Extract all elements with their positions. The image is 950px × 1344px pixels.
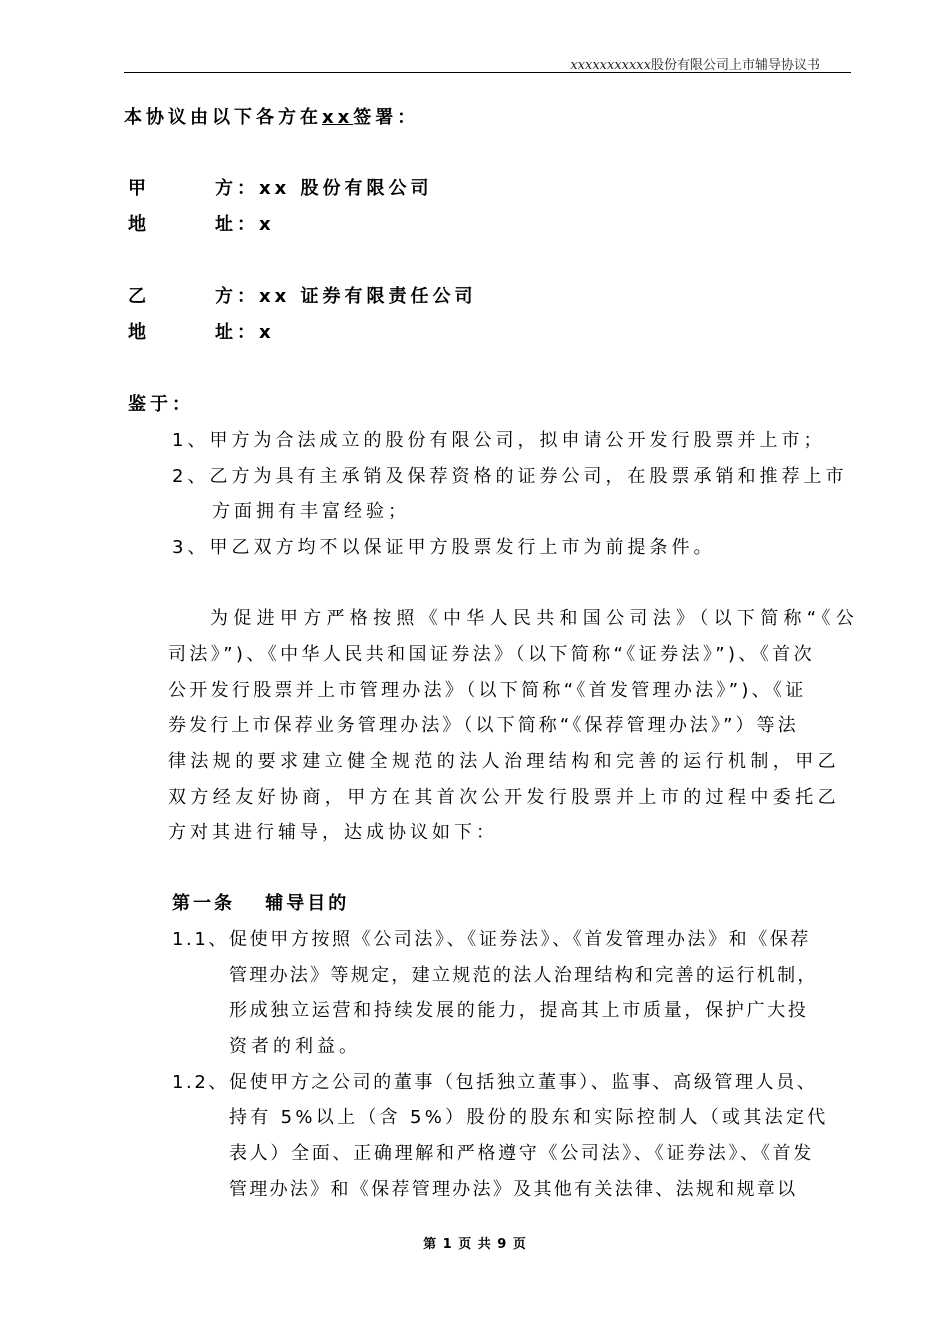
- party-a-addr-label-2: 址：: [215, 214, 259, 235]
- header-rule: [124, 72, 851, 73]
- whereas-item: 方面拥有丰富经验；: [212, 501, 410, 522]
- clause-1-1-line: 1.1、促使甲方按照《公司法》、《证券法》、《首发管理办法》和《保荐: [172, 929, 812, 950]
- party-a-label-2: 方：: [215, 178, 259, 199]
- whereas-item: 1、甲方为合法成立的股份有限公司，拟申请公开发行股票并上市；: [172, 430, 826, 451]
- page-number: 第 1 页 共 9 页: [423, 1237, 527, 1252]
- preamble-line: 方对其进行辅导，达成协议如下：: [168, 822, 498, 843]
- preamble-line: 律法规的要求建立健全规范的法人治理结构和完善的运行机制，甲乙: [168, 751, 840, 772]
- party-a-name-row: [128, 174, 150, 200]
- party-b-addr-label-2: 址：: [215, 322, 259, 343]
- whereas-item: 2、乙方为具有主承销及保荐资格的证券公司，在股票承销和推荐上市: [172, 466, 848, 487]
- party-a-name: [215, 174, 433, 200]
- party-b-name-row: [128, 282, 150, 308]
- intro-line: [124, 103, 419, 129]
- clause-1-1-line: 资者的利益。: [229, 1036, 361, 1057]
- party-b-addr-value: x: [259, 322, 275, 343]
- intro-suffix: 签署：: [353, 107, 420, 128]
- party-b-name: [215, 282, 477, 308]
- signing-place: xx: [322, 107, 354, 128]
- running-header: [570, 54, 820, 73]
- party-b-addr-label-1: 地: [128, 322, 150, 343]
- clause-1-1-line: 管理办法》等规定，建立规范的法人治理结构和完善的运行机制，: [229, 965, 818, 986]
- preamble-line: 为促进甲方严格按照《中华人民共和国公司法》（以下简称“《公: [210, 608, 860, 629]
- party-a-addr: [215, 210, 275, 236]
- party-a-label-1: 甲: [128, 178, 150, 199]
- party-b-label-1: 乙: [128, 286, 150, 307]
- intro-prefix: 本协议由以下各方在: [124, 107, 322, 128]
- clause-1-2-line: 表人）全面、正确理解和严格遵守《公司法》、《证券法》、《首发: [229, 1143, 814, 1164]
- preamble-line: 双方经友好协商，甲方在其首次公开发行股票并上市的过程中委托乙: [168, 787, 840, 808]
- clause-1-2-line: 1.2、促使甲方之公司的董事（包括独立董事）、监事、高级管理人员、: [172, 1072, 818, 1093]
- header-title: 股份有限公司上市辅导协议书: [650, 58, 820, 73]
- article-1-heading: 第一条 辅导目的: [172, 893, 350, 914]
- preamble-line: 司法》”)、《中华人民共和国证券法》（以下简称“《证券法》”)、《首次: [168, 644, 816, 665]
- preamble-line: 公开发行股票并上市管理办法》（以下简称“《首发管理办法》”)、《证: [168, 680, 807, 701]
- clause-1-2-line: 持有 5%以上（含 5%）股份的股东和实际控制人（或其法定代: [229, 1107, 829, 1128]
- party-a-name-value: xx 股份有限公司: [259, 178, 433, 199]
- party-b-label-2: 方：: [215, 286, 259, 307]
- whereas-heading: 鉴于：: [128, 394, 194, 415]
- party-a-addr-label: [128, 210, 150, 236]
- party-b-addr-label: [128, 318, 150, 344]
- whereas-item: 3、甲乙双方均不以保证甲方股票发行上市为前提条件。: [172, 537, 716, 558]
- party-b-addr: [215, 318, 275, 344]
- preamble-line: 券发行上市保荐业务管理办法》（以下简称“《保荐管理办法》”）等法: [168, 715, 799, 736]
- header-company-placeholder: xxxxxxxxxxx: [570, 58, 651, 73]
- party-a-addr-label-1: 地: [128, 214, 150, 235]
- clause-1-1-line: 形成独立运营和持续发展的能力，提高其上市质量，保护广大投: [229, 1000, 809, 1021]
- party-a-addr-value: x: [259, 214, 275, 235]
- party-b-name-value: xx 证券有限责任公司: [259, 286, 477, 307]
- clause-1-2-line: 管理办法》和《保荐管理办法》及其他有关法律、法规和规章以: [229, 1179, 798, 1200]
